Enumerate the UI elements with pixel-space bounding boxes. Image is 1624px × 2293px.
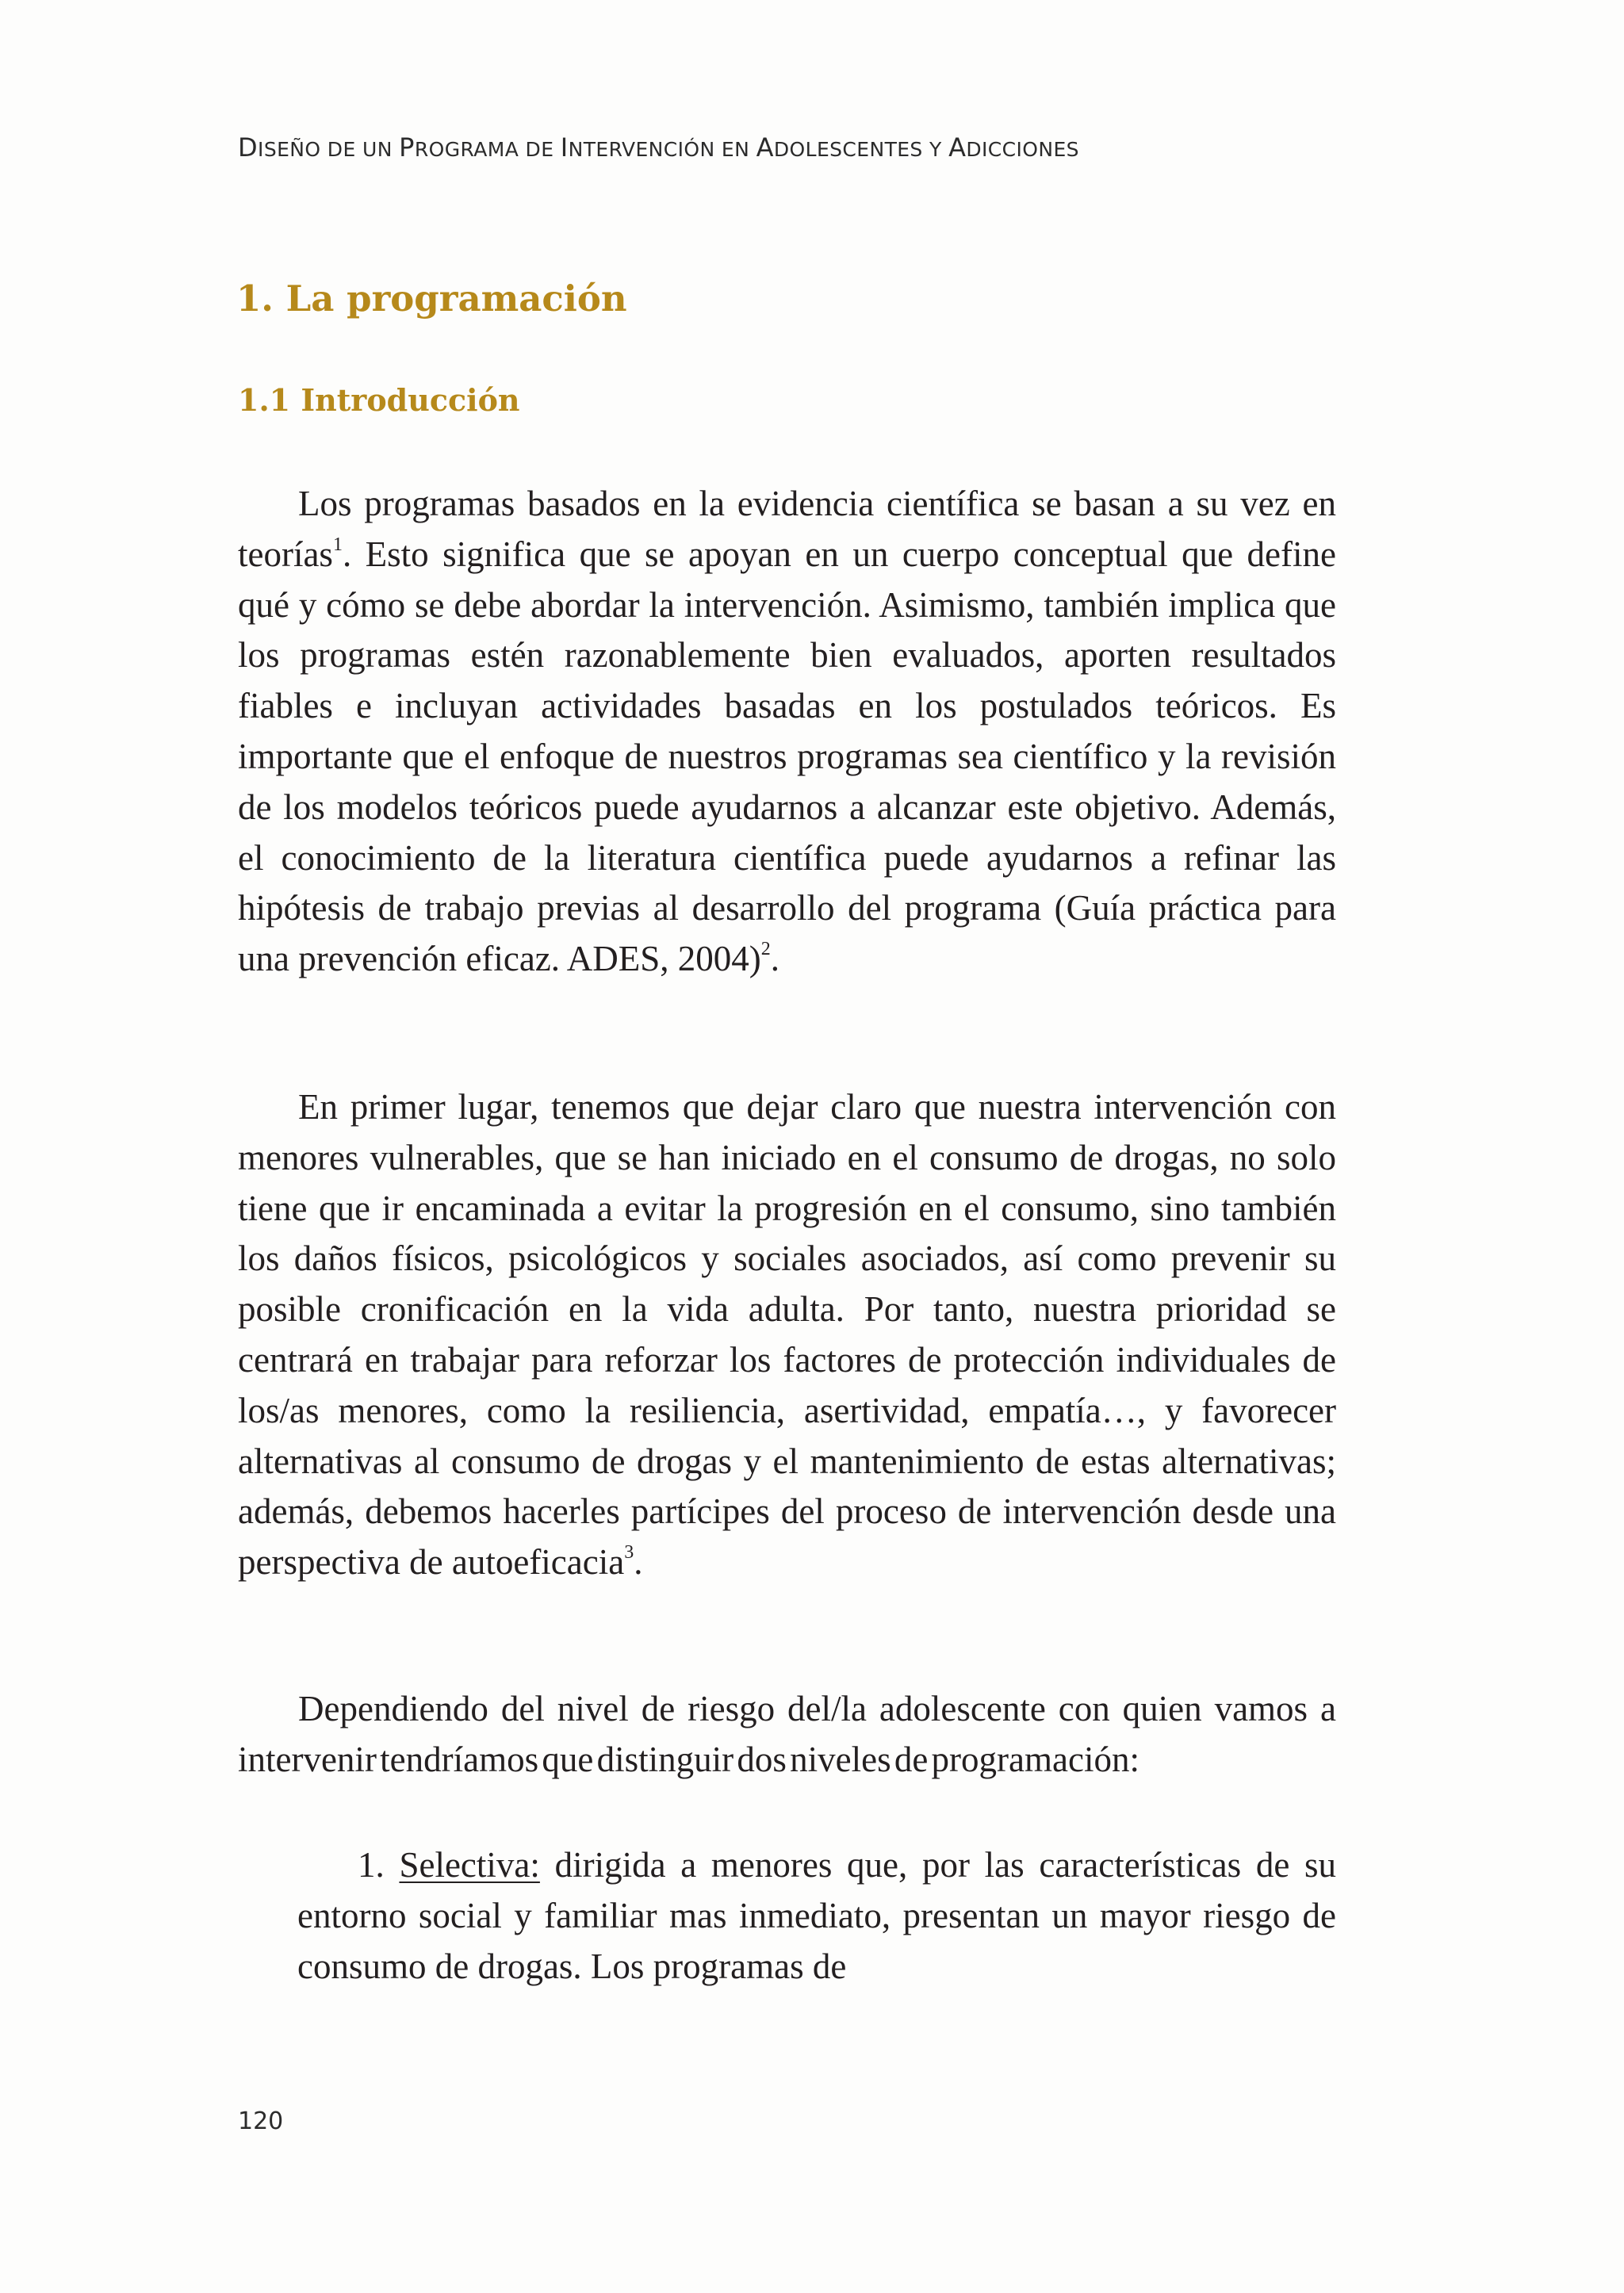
- footnote-marker: 2: [760, 939, 771, 960]
- running-header-initial: A: [948, 132, 967, 163]
- running-header: [238, 132, 1388, 163]
- running-header-smallcaps: DOLESCENTES Y: [773, 138, 949, 161]
- running-header-smallcaps: ROGRAMA DE: [414, 138, 561, 161]
- running-header-initial: A: [756, 132, 774, 163]
- page-number: 120: [238, 2107, 284, 2135]
- paragraph-text: .: [770, 939, 780, 979]
- body-paragraph: [238, 479, 1336, 985]
- footnote-marker: 1: [332, 534, 343, 555]
- running-header-initial: I: [560, 132, 569, 163]
- paragraph-text: Los programas basados en la evidencia científica se basan a su vez en teorías: [238, 484, 1336, 574]
- footnote-marker: 3: [624, 1542, 634, 1564]
- running-header-initial: P: [399, 132, 415, 163]
- running-header-smallcaps: NTERVENCIÓN EN: [568, 138, 756, 161]
- paragraph-text: En primer lugar, tenemos que dejar claro que nuestra intervención con menores vulnerables, que se han iniciado en el consumo de drogas, no solo tiene que ir encaminada a evitar la progresión en el consumo, sino también los daños físicos, psicológicos y sociales asociados, así como prevenir su posible cronificación en la vida adulta. Por tanto, nuestra prioridad se centrará en trabajar para reforzar los factores de protección individuales de los/as menores, como la resiliencia, asertividad, empatía…, y favorecer alternativas al consumo de drogas y el mantenimiento de estas alternativas; además, debemos hacerles partícipes del proceso de intervención desde una perspectiva de autoeficacia: [238, 1087, 1336, 1583]
- paragraph-text: .: [634, 1542, 643, 1583]
- list-item-term: Selectiva:: [399, 1845, 540, 1885]
- body-paragraph: [238, 1082, 1336, 1588]
- body-paragraph: [238, 1684, 1336, 1786]
- section-heading: 1.1 Introducción: [238, 382, 520, 418]
- running-header-smallcaps: DICCIONES: [966, 138, 1079, 161]
- paragraph-text: Dependiendo del nivel de riesgo del/la adolescente con quien vamos a intervenir tendríamos que distinguir dos niveles de programación:: [238, 1689, 1336, 1779]
- running-header-smallcaps: ISEÑO DE UN: [258, 138, 400, 161]
- paragraph-text: . Esto significa que se apoyan en un cuerpo conceptual que define qué y cómo se debe abordar la intervención. Asimismo, también implica que los programas estén razonablemente bien evaluados, aporten resultados fiables e incluyan actividades basadas en los postulados teóricos. Es importante que el enfoque de nuestros programas sea científico y la revisión de los modelos teóricos puede ayudarnos a alcanzar este objetivo. Además, el conocimiento de la literatura científica puede ayudarnos a refinar las hipótesis de trabajo previas al desarrollo del programa (Guía práctica para una prevención eficaz. ADES, 2004): [238, 534, 1336, 979]
- list-item-number: 1.: [358, 1845, 385, 1885]
- list-item: [297, 1840, 1336, 1992]
- list-item-text: dirigida a menores que, por las características de su entorno social y familiar mas inmediato, presentan un mayor riesgo de consumo de drogas. Los programas de: [297, 1845, 1337, 1986]
- running-header-initial: D: [238, 132, 259, 163]
- chapter-heading: 1. La programación: [236, 278, 627, 320]
